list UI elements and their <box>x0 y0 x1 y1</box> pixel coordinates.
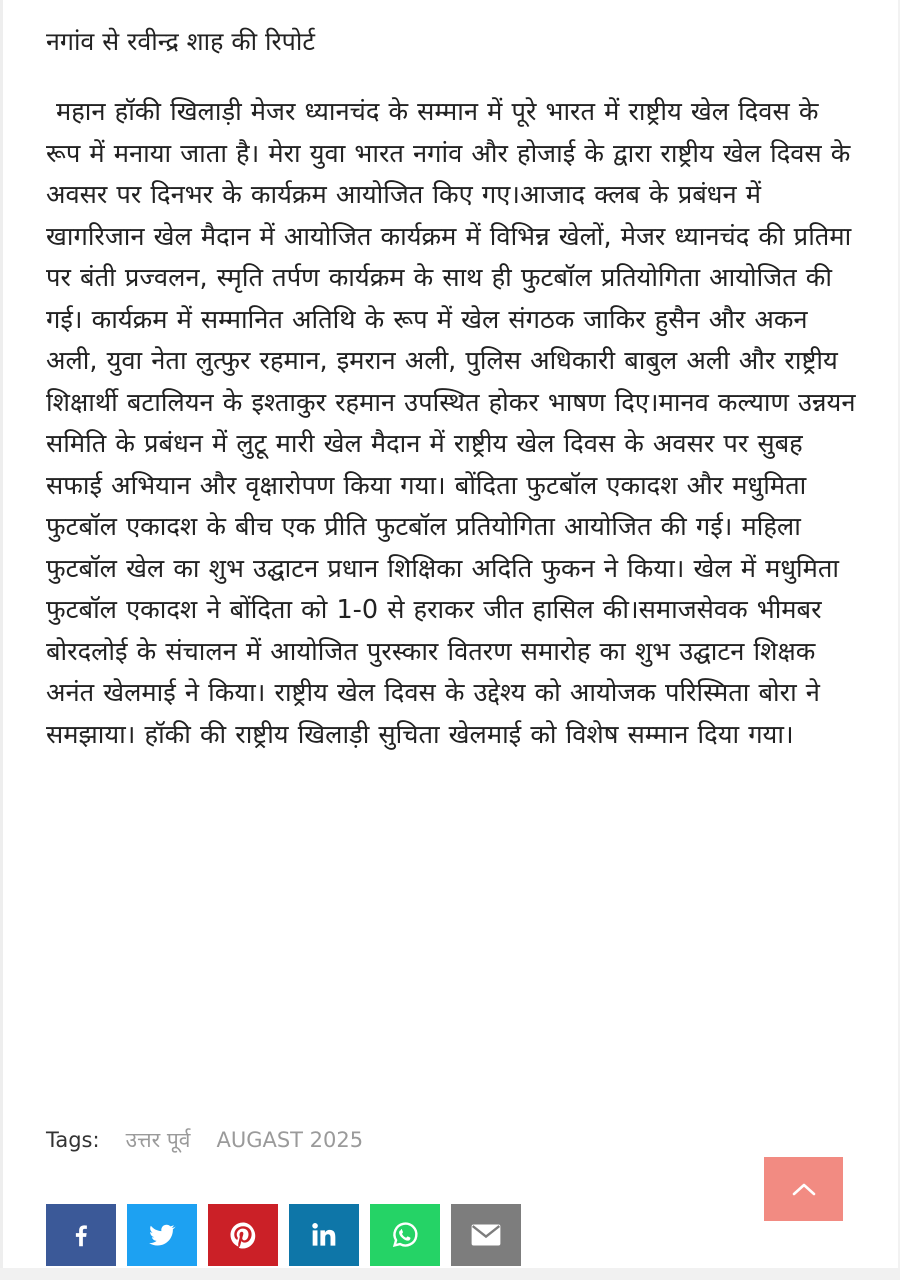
facebook-icon <box>66 1220 96 1250</box>
share-twitter-button[interactable] <box>127 1204 197 1266</box>
share-bar <box>46 1204 521 1266</box>
share-linkedin-button[interactable] <box>289 1204 359 1266</box>
article-byline: नगांव से रवीन्द्र शाह की रिपोर्ट <box>46 27 315 56</box>
chevron-up-icon <box>790 1180 818 1198</box>
share-pinterest-button[interactable] <box>208 1204 278 1266</box>
email-icon <box>469 1220 503 1250</box>
tag-link-august-2025[interactable]: AUGAST 2025 <box>216 1128 364 1152</box>
tag-link-north-east[interactable]: उत्तर पूर्व <box>125 1128 191 1152</box>
whatsapp-icon <box>389 1219 421 1251</box>
share-whatsapp-button[interactable] <box>370 1204 440 1266</box>
bottom-strip <box>0 1268 900 1280</box>
linkedin-icon <box>308 1219 340 1251</box>
twitter-icon <box>147 1220 177 1250</box>
page-left-border <box>0 0 3 1280</box>
share-facebook-button[interactable] <box>46 1204 116 1266</box>
share-email-button[interactable] <box>451 1204 521 1266</box>
tags-row <box>46 1122 389 1158</box>
scroll-to-top-button[interactable] <box>764 1157 843 1221</box>
article-body: महान हॉकी खिलाड़ी मेजर ध्यानचंद के सम्मान में पूरे भारत में राष्ट्रीय खेल दिवस के रूप में मनाया जाता है। मेरा युवा भारत नगांव और होजाई के द्वारा राष्ट्रीय खेल दिवस के अवसर पर दिनभर के कार्यक्रम आयोजित किए गए।आजाद क्लब के प्रबंधन में खागरिजान खेल मैदान में आयोजित कार्यक्रम में विभिन्न खेलों, मेजर ध्यानचंद की प्रतिमा पर बंती प्रज्वलन, स्मृति तर्पण कार्यक्रम के साथ ही फुटबॉल प्रतियोगिता आयोजित की गई। कार्यक्रम में सम्मानित अतिथि के रूप में खेल संगठक जाकिर हुसैन और अकन अली, युवा नेता लुत्फुर रहमान, इमरान अली, पुलिस अधिकारी बाबुल अली और राष्ट्रीय शिक्षार्थी बटालियन के इश्ताकुर रहमान उपस्थित होकर भाषण दिए।मानव कल्याण उन्नयन समिति के प्रबंधन में लुटू मारी खेल मैदान में राष्ट्रीय खेल दिवस के अवसर पर सुबह सफाई अभियान और वृक्षारोपण किया गया। बोंदिता फुटबॉल एकादश और मधुमिता फुटबॉल एकादश के बीच एक प्रीति फुटबॉल प्रतियोगिता आयोजित की गई। महिला फुटबॉल खेल का शुभ उद्घाटन प्रधान शिक्षिका अदिति फुकन ने किया। खेल में मधुमिता फुटबॉल एकादश ने बोंदिता को 1-0 से हराकर जीत हासिल की।समाजसेवक भीमबर बोरदलोई के संचालन में आयोजित पुरस्कार वितरण समारोह का शुभ उद्घाटन शिक्षक अनंत खेलमाई ने किया। राष्ट्रीय खेल दिवस के उद्देश्य को आयोजक परिस्मिता बोरा ने समझाया। हॉकी की राष्ट्रीय खिलाड़ी सुचिता खेलमाई को विशेष सम्मान दिया गया। <box>46 97 856 750</box>
tags-label: Tags: <box>46 1128 100 1152</box>
pinterest-icon <box>228 1220 258 1250</box>
